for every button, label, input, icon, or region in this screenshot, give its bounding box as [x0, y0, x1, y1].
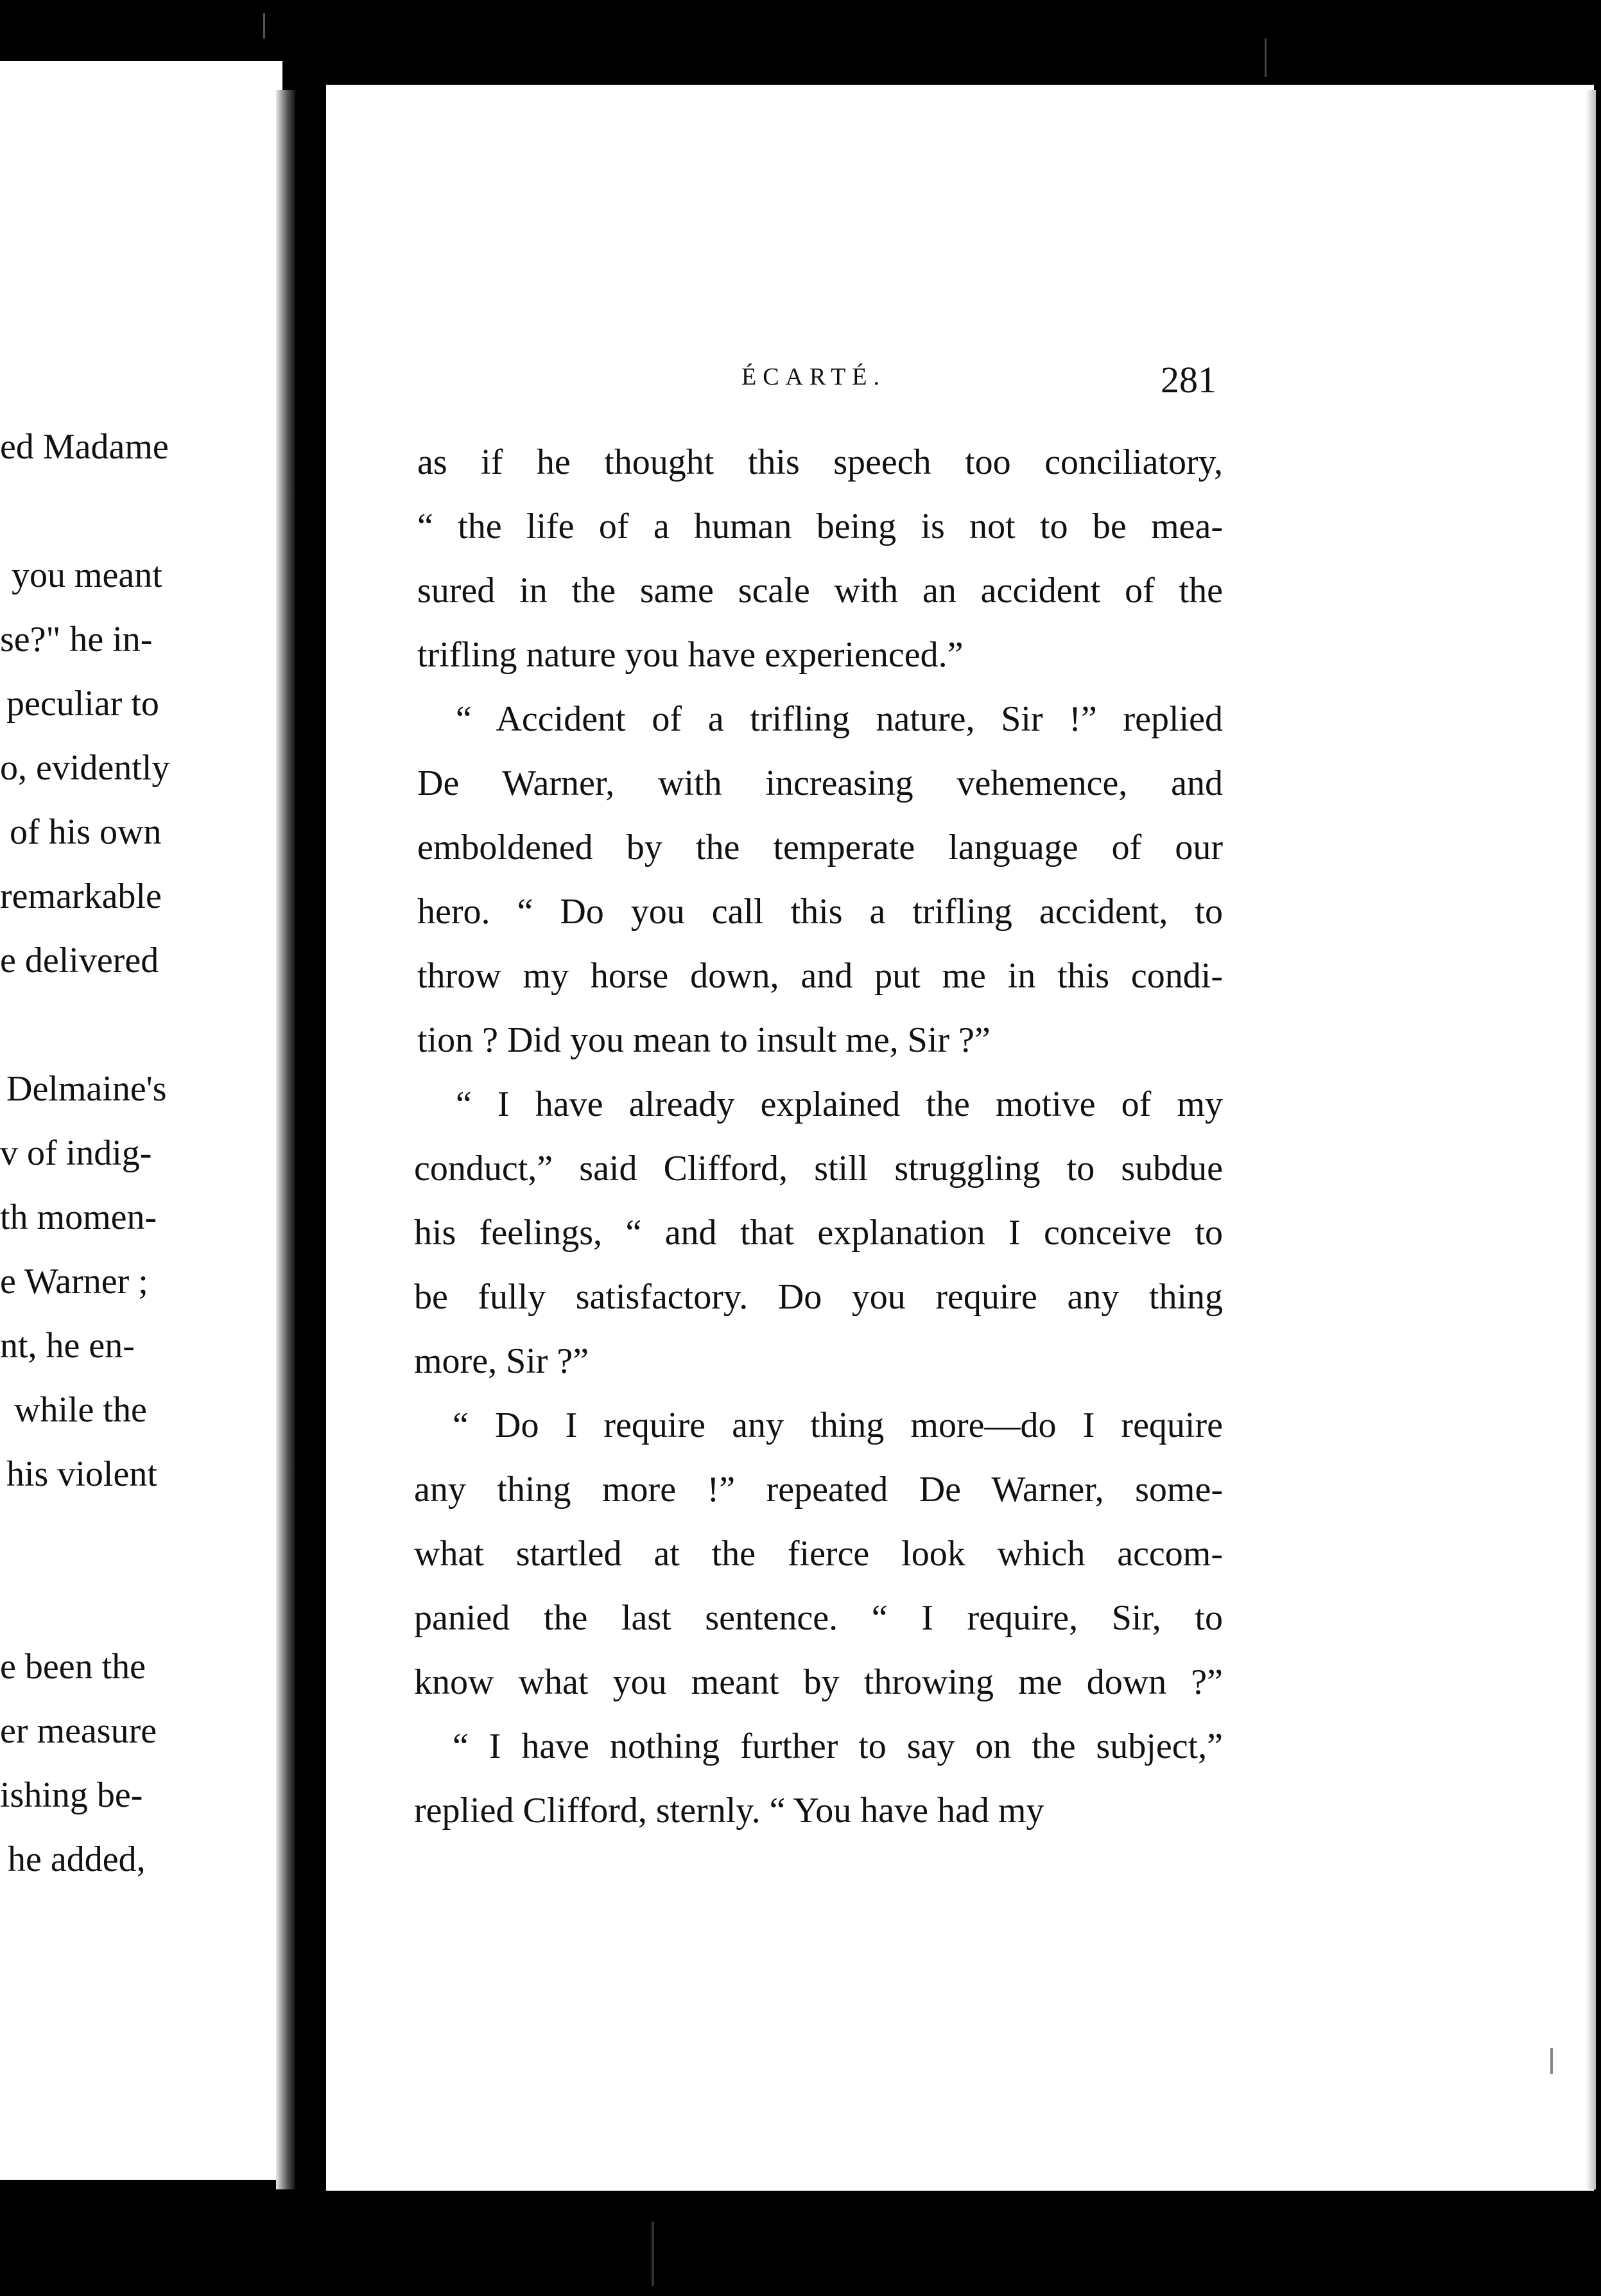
body-line: “ the life of a human being is not to be mea-	[417, 507, 1223, 546]
left-line: his violent	[6, 1454, 157, 1494]
left-line: peculiar to	[6, 684, 159, 724]
left-line: se?" he in-	[0, 620, 153, 659]
scan-speck	[1265, 39, 1267, 77]
running-head: ÉCARTÉ.	[741, 363, 886, 390]
left-line: you meant	[12, 555, 162, 595]
scan-speck	[263, 13, 265, 39]
left-line: e delivered	[0, 941, 159, 980]
body-line: “ Accident of a trifling nature, Sir !” replied	[456, 699, 1223, 739]
right-page-edge	[1586, 90, 1596, 2189]
body-line: know what you meant by throwing me down ?”	[414, 1662, 1223, 1702]
page-number: 281	[1161, 359, 1216, 401]
body-line: emboldened by the temperate language of our	[417, 828, 1223, 867]
left-line: Delmaine's	[6, 1069, 167, 1109]
body-line: what startled at the fierce look which accom-	[414, 1534, 1223, 1574]
left-line: o, evidently	[0, 748, 170, 788]
left-page	[0, 61, 282, 2180]
left-line: he added,	[8, 1839, 146, 1879]
left-line: v of indig-	[0, 1133, 152, 1173]
body-line: “ I have nothing further to say on the subject,”	[453, 1726, 1223, 1766]
body-line: “ Do I require any thing more—do I require	[453, 1405, 1223, 1445]
body-line: trifling nature you have experienced.”	[417, 635, 964, 675]
left-line: er measure	[0, 1711, 157, 1751]
left-page-edge	[276, 90, 295, 2189]
left-line: th momen-	[0, 1197, 157, 1237]
book-gutter	[295, 83, 327, 2202]
left-line: ishing be-	[0, 1775, 143, 1815]
left-line: e been the	[0, 1647, 146, 1687]
body-line: throw my horse down, and put me in this condi-	[417, 956, 1223, 996]
left-line: while the	[14, 1390, 147, 1430]
body-line: more, Sir ?”	[414, 1341, 589, 1381]
body-line: replied Clifford, sternly. “ You have had my	[414, 1791, 1044, 1831]
left-line: e Warner ;	[0, 1262, 148, 1301]
body-line: sured in the same scale with an accident of the	[417, 571, 1223, 611]
left-line: ed Madame	[0, 427, 169, 467]
left-line: nt, he en-	[0, 1326, 135, 1366]
right-page	[326, 85, 1594, 2191]
body-line: as if he thought this speech too conciliatory,	[417, 442, 1223, 482]
body-line: conduct,” said Clifford, still struggling to subdue	[414, 1149, 1223, 1188]
scan-speck	[652, 2222, 654, 2286]
left-line: of his own	[10, 812, 162, 852]
body-line: hero. “ Do you call this a trifling accident, to	[417, 892, 1223, 932]
body-line: tion ? Did you mean to insult me, Sir ?”	[417, 1020, 991, 1060]
body-line: his feelings, “ and that explanation I conceive to	[414, 1213, 1223, 1253]
body-line: any thing more !” repeated De Warner, some-	[414, 1470, 1223, 1509]
body-line: panied the last sentence. “ I require, Sir, to	[414, 1598, 1223, 1638]
body-line: “ I have already explained the motive of my	[456, 1084, 1223, 1124]
body-line: De Warner, with increasing vehemence, and	[417, 763, 1223, 803]
body-line: be fully satisfactory. Do you require any thing	[414, 1277, 1223, 1317]
left-line: remarkable	[0, 876, 162, 916]
scan-speck	[1550, 2048, 1553, 2074]
